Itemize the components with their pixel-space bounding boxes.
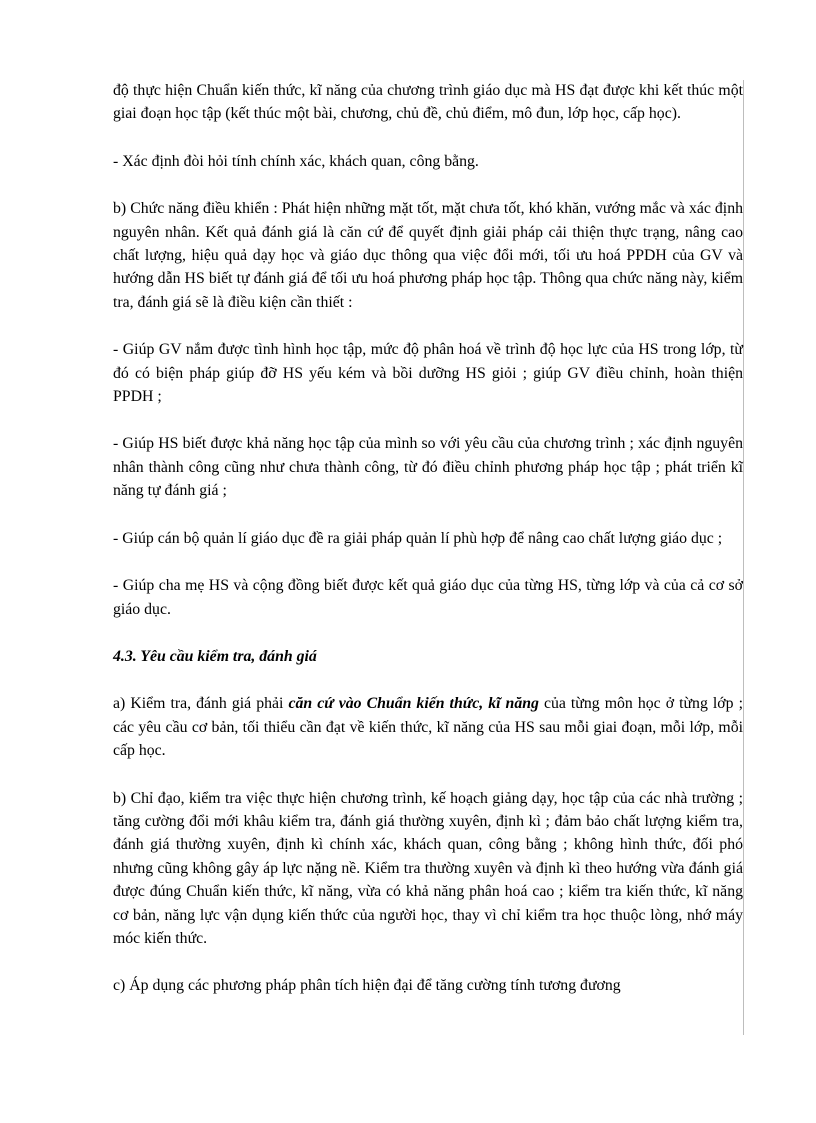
paragraph-8-end: của từng môn học ở từng lớp ; các yêu cầu cơ bản, tối thiểu cần đạt về kiến thức, kĩ năng của HS sau mỗi giai đoạn, mỗi lớp, mỗi cấp học. <box>113 695 743 760</box>
paragraph-5: - Giúp HS biết được khả năng học tập của mình so với yêu cầu của chương trình ; xác định nguyên nhân thành công cũng như chưa thành công, từ đó điều chỉnh phương pháp học tập ; phát triển kĩ năng tự đánh giá ; <box>113 435 743 500</box>
paragraph-10: c) Áp dụng các phương pháp phân tích hiện đại để tăng cường tính tương đương <box>113 977 621 995</box>
paragraph-9: b) Chỉ đạo, kiểm tra việc thực hiện chương trình, kế hoạch giảng dạy, học tập của các nhà trường ; tăng cường đổi mới khâu kiểm tra, đánh giá thường xuyên, định kì ; đảm bảo chất lượng kiểm tra, đánh giá thường xuyên, định kì chính xác, khách quan, công bằng ; không hình thức, đối phó nhưng cũng không gây áp lực nặng nề. Kiểm tra thường xuyên và định kì theo hướng vừa đánh giá được đúng Chuẩn kiến thức, kĩ năng, vừa có khả năng phân hoá cao ; kiểm tra kiến thức, kĩ năng cơ bản, năng lực vận dụng kiến thức của người học, thay vì chỉ kiểm tra học thuộc lòng, nhớ máy móc kiến thức. <box>113 789 743 947</box>
paragraph-2: - Xác định đòi hỏi tính chính xác, khách quan, công bằng. <box>113 152 479 170</box>
paragraph-8 <box>113 692 743 762</box>
paragraph-4: - Giúp GV nắm được tình hình học tập, mức độ phân hoá về trình độ học lực của HS trong lớp, từ đó có biện pháp giúp đỡ HS yếu kém và bồi dưỡng HS giỏi ; giúp GV điều chỉnh, hoàn thiện PPDH ; <box>113 341 743 406</box>
paragraph-3: b) Chức năng điều khiển : Phát hiện những mặt tốt, mặt chưa tốt, khó khăn, vướng mắc và xác định nguyên nhân. Kết quả đánh giá là căn cứ để quyết định giải pháp cải thiện thực trạng, nâng cao chất lượng, hiệu quả dạy học và giáo dục thông qua việc đổi mới, tối ưu hoá PPDH của GV và hướng dẫn HS biết tự đánh giá để tối ưu hoá phương pháp học tập. Thông qua chức năng này, kiểm tra, đánh giá sẽ là điều kiện cần thiết : <box>113 200 743 311</box>
document-body <box>113 79 743 1022</box>
paragraph-1: độ thực hiện Chuẩn kiến thức, kĩ năng của chương trình giáo dục mà HS đạt được khi kết thúc một giai đoạn học tập (kết thúc một bài, chương, chủ đề, chủ điểm, mô đun, lớp học, cấp học). <box>113 82 743 123</box>
paragraph-7: - Giúp cha mẹ HS và cộng đồng biết được kết quả giáo dục của từng HS, từng lớp và của cả cơ sở giáo dục. <box>113 577 743 618</box>
right-margin-line <box>743 80 744 1035</box>
paragraph-6: - Giúp cán bộ quản lí giáo dục đề ra giải pháp quản lí phù hợp để nâng cao chất lượng giáo dục ; <box>113 529 723 547</box>
paragraph-8-emphasis: căn cứ vào Chuẩn kiến thức, kĩ năng <box>288 695 539 713</box>
section-heading: 4.3. Yêu cầu kiểm tra, đánh giá <box>113 647 317 665</box>
paragraph-8-start: a) Kiểm tra, đánh giá phải <box>113 695 289 713</box>
